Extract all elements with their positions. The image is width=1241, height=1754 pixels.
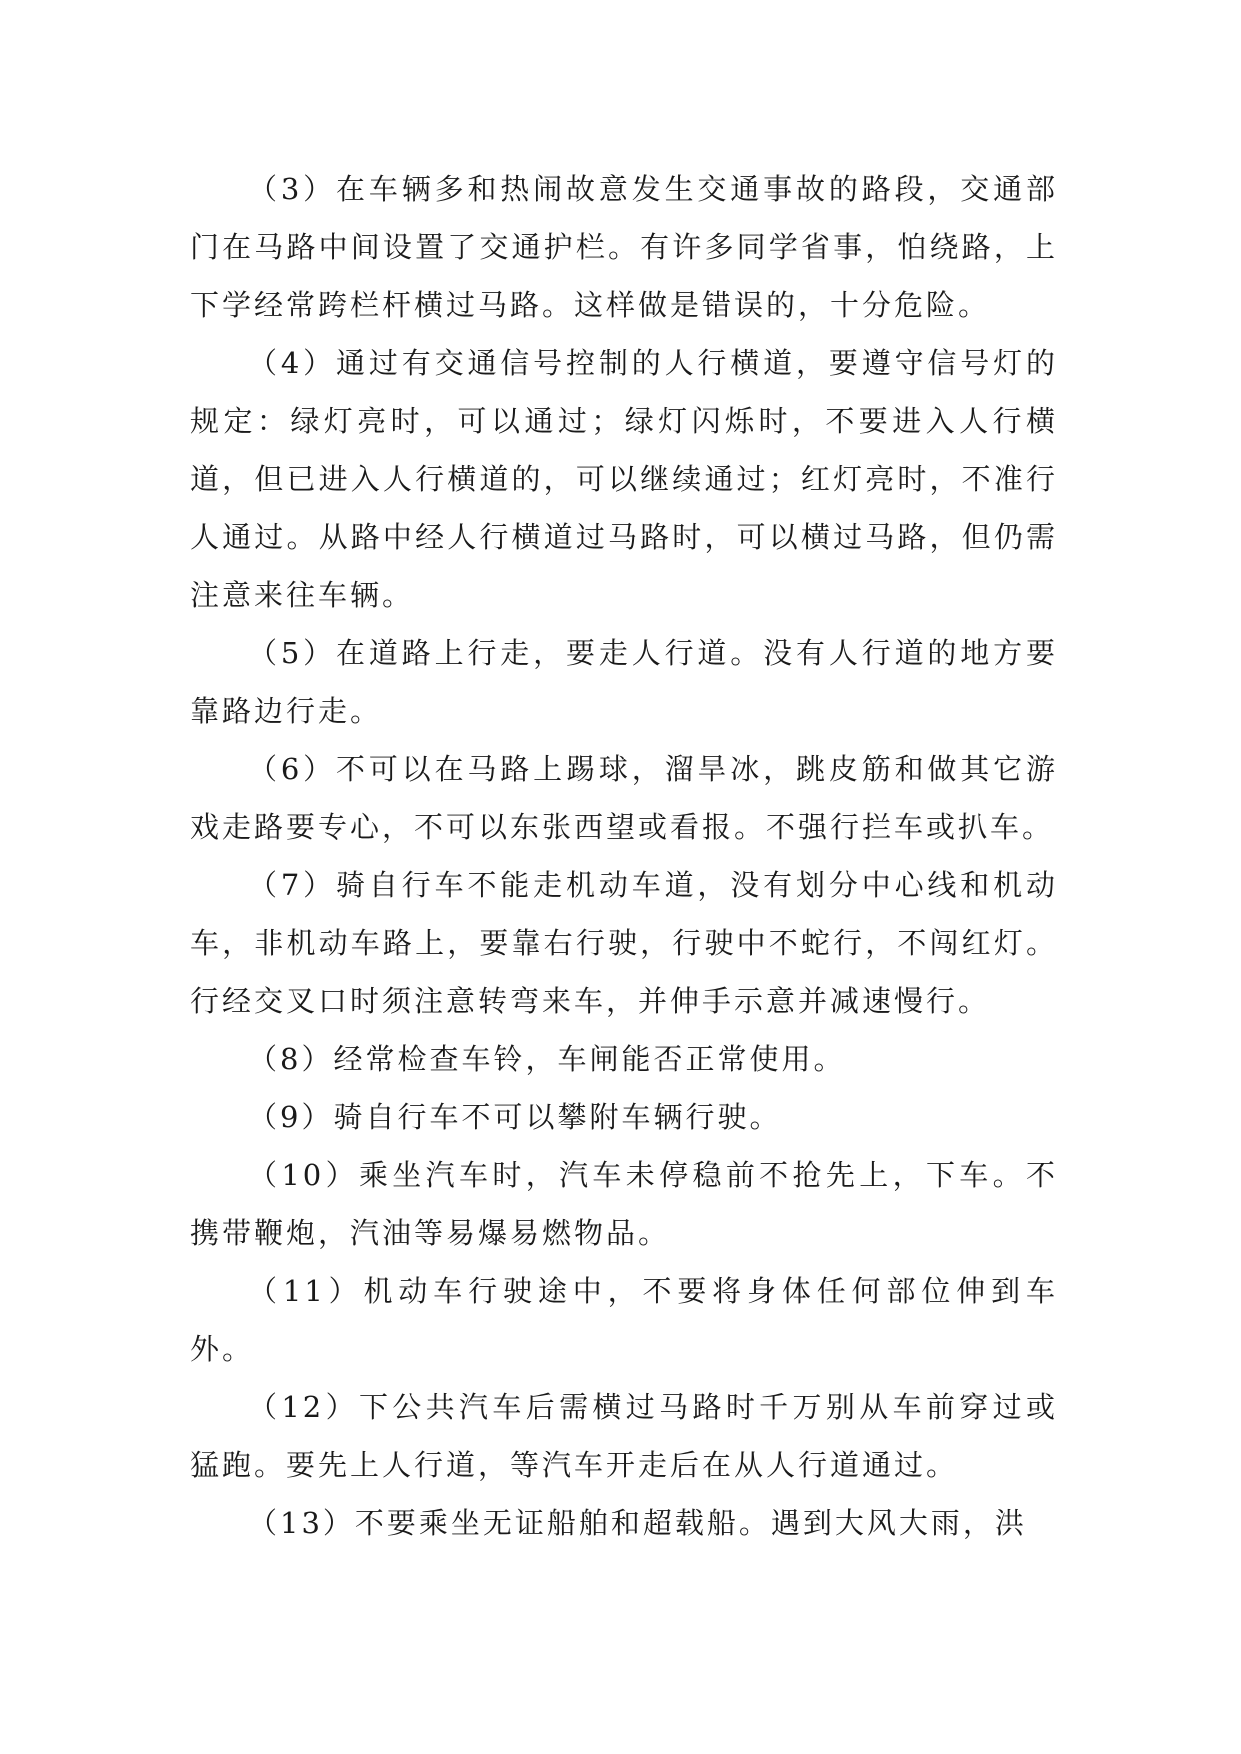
paragraph-13: （13）不要乘坐无证船舶和超载船。遇到大风大雨，洪 — [248, 1506, 1027, 1540]
paragraph-4: （4）通过有交通信号控制的人行横道，要遵守信号灯的规定：绿灯亮时，可以通过；绿灯闪烁时，不要进入人行横道，但已进入人行横道的，可以继续通过；红灯亮时，不准行人通过。从路中经人行横道过马路时，可以横过马路，但仍需注意来往车辆。 — [190, 346, 1058, 612]
paragraph-7: （7）骑自行车不能走机动车道，没有划分中心线和机动车，非机动车路上，要靠右行驶，行驶中不蛇行，不闯红灯。行经交叉口时须注意转弯来车，并伸手示意并减速慢行。 — [190, 868, 1058, 1018]
paragraph-8: （8）经常检查车铃，车闸能否正常使用。 — [248, 1042, 846, 1076]
paragraph-11: （11）机动车行驶途中，不要将身体任何部位伸到车外。 — [190, 1274, 1058, 1366]
paragraph-5: （5）在道路上行走，要走人行道。没有人行道的地方要靠路边行走。 — [190, 636, 1058, 728]
paragraph-6: （6）不可以在马路上踢球，溜旱冰，跳皮筋和做其它游戏走路要专心，不可以东张西望或看报。不强行拦车或扒车。 — [190, 752, 1058, 844]
paragraph-12: （12）下公共汽车后需横过马路时千万别从车前穿过或猛跑。要先上人行道，等汽车开走后在从人行道通过。 — [190, 1390, 1058, 1482]
paragraph-3: （3）在车辆多和热闹故意发生交通事故的路段，交通部门在马路中间设置了交通护栏。有许多同学省事，怕绕路，上下学经常跨栏杆横过马路。这样做是错误的，十分危险。 — [190, 172, 1058, 322]
document-body — [190, 160, 1058, 1552]
paragraph-10: （10）乘坐汽车时，汽车未停稳前不抢先上，下车。不携带鞭炮，汽油等易爆易燃物品。 — [190, 1158, 1058, 1250]
paragraph-9: （9）骑自行车不可以攀附车辆行驶。 — [248, 1100, 782, 1134]
